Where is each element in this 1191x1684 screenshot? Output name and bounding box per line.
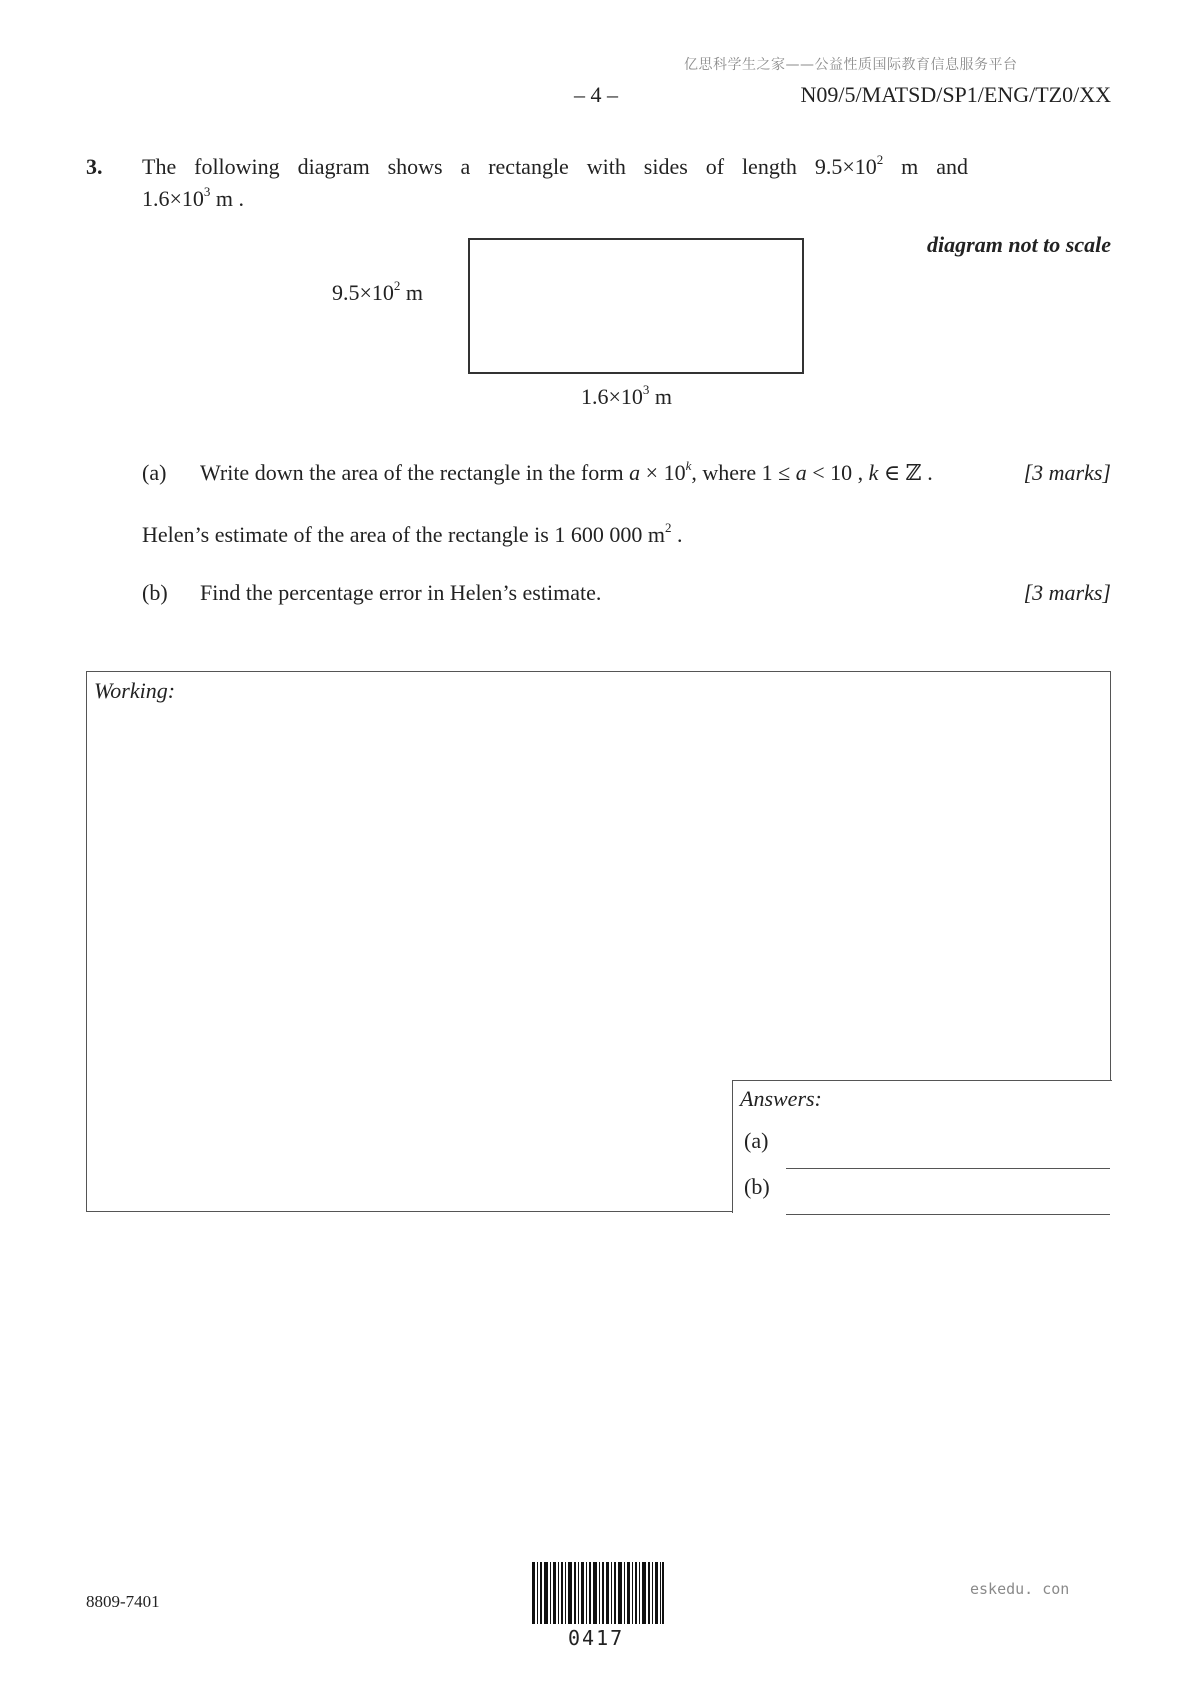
- page-number: – 4 –: [574, 82, 618, 107]
- answer-a-label: (a): [744, 1128, 769, 1153]
- footer-code: 8809-7401: [86, 1592, 160, 1611]
- diagram-note: diagram not to scale: [927, 232, 1111, 257]
- answers-label: Answers:: [740, 1086, 822, 1111]
- helen-estimate-text: Helen’s estimate of the area of the rectangle is 1 600 000 $m^2$ .: [142, 520, 683, 547]
- question-intro-line1: The following diagram shows a rectangle with sides of length $9.5\times 10^2$ m and: [142, 152, 968, 179]
- part-a-text: Write down the area of the rectangle in the form $a \times 10^k$, where 1 ≤ a < 10 , k ∈ ℤ .: [200, 458, 933, 485]
- part-b-marks: [3 marks]: [1023, 580, 1111, 605]
- watermark-text: 亿思科学生之家——公益性质国际教育信息服务平台: [684, 57, 1018, 73]
- rectangle-diagram: [468, 238, 804, 374]
- rectangle-side-label: $9.5\times 10^2$ m: [332, 278, 424, 305]
- part-b-text: Find the percentage error in Helen’s estimate.: [200, 580, 602, 605]
- question-number: 3.: [86, 154, 103, 179]
- rectangle-bottom-label: $1.6\times 10^3$ m: [581, 382, 673, 409]
- answer-b-line[interactable]: [786, 1214, 1110, 1215]
- answer-a-line[interactable]: [786, 1168, 1110, 1169]
- part-a-marks: [3 marks]: [1023, 460, 1111, 485]
- working-label: Working:: [94, 678, 176, 703]
- site-watermark: eskedu. con: [970, 1580, 1070, 1598]
- part-a-label: (a): [142, 460, 167, 485]
- part-b-label: (b): [142, 580, 168, 605]
- question-intro-line2: $1.6\times 10^3$ m .: [142, 184, 245, 211]
- paper-code: N09/5/MATSD/SP1/ENG/TZ0/XX: [800, 82, 1111, 107]
- barcode-image: [532, 1562, 664, 1624]
- answer-b-label: (b): [744, 1174, 770, 1199]
- barcode-number: 0417: [568, 1626, 625, 1650]
